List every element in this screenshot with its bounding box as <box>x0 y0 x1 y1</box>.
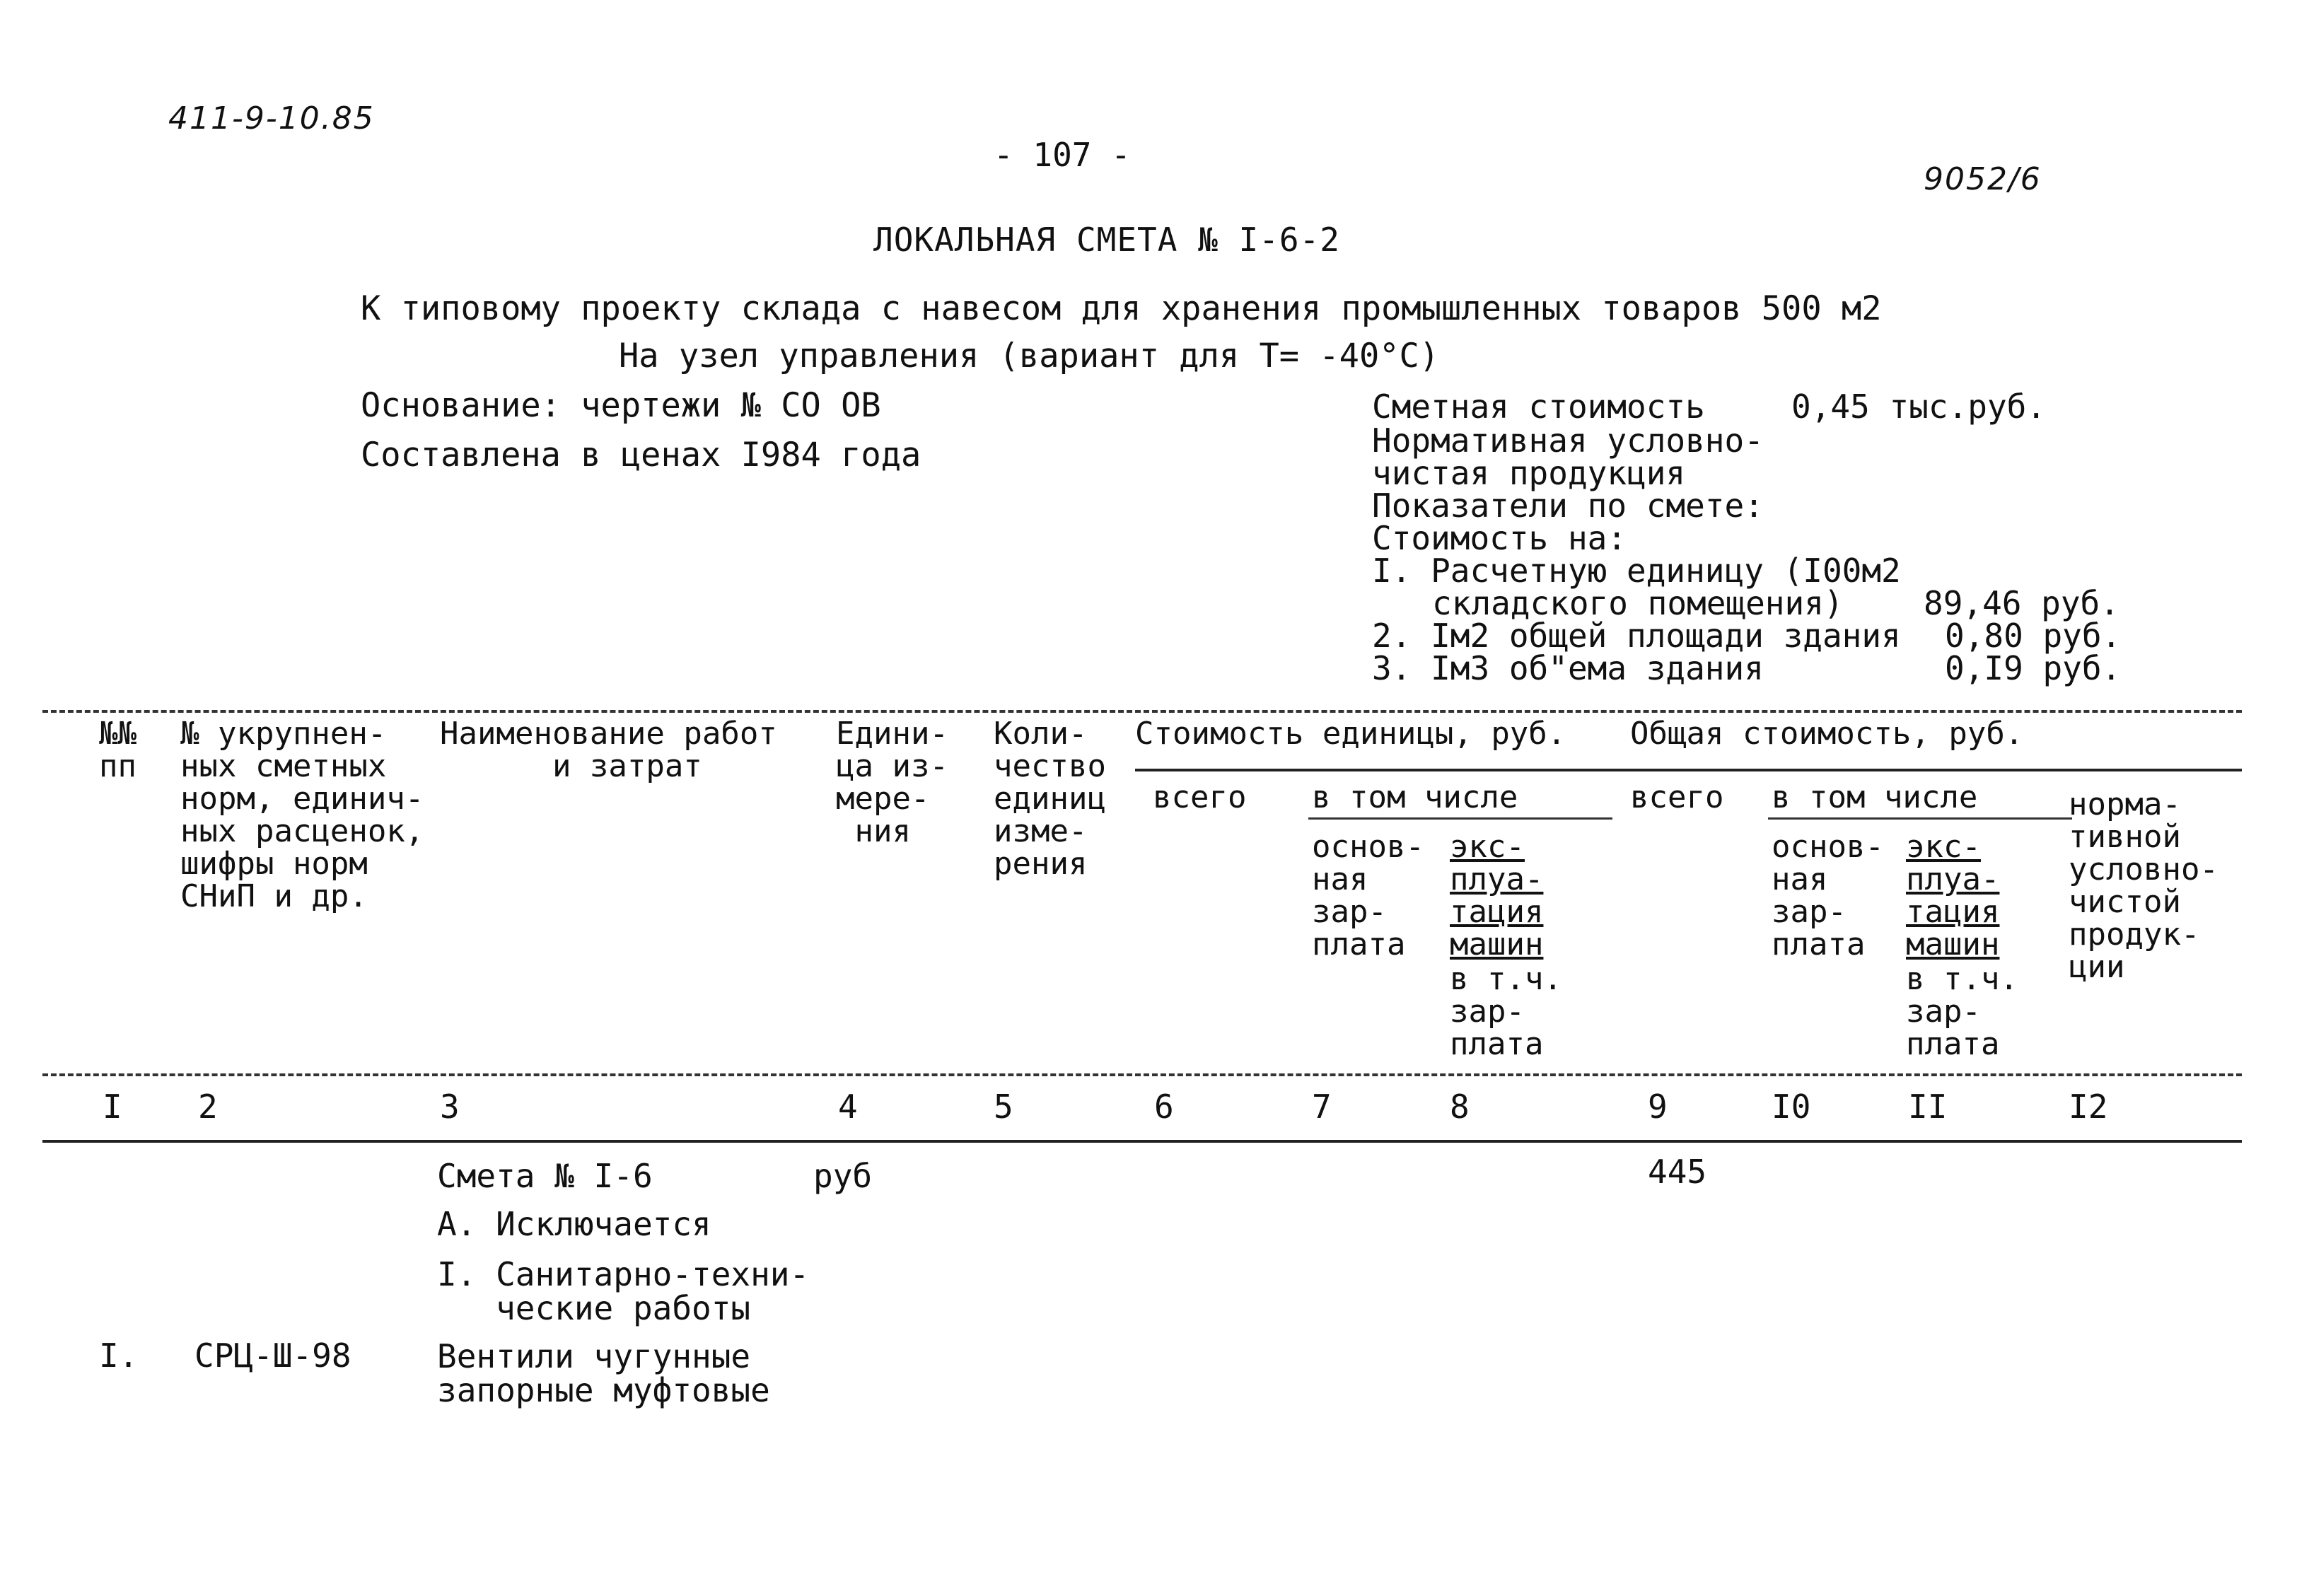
norm-product-line1: Нормативная условно- <box>1372 421 1764 460</box>
colnum-4: 4 <box>838 1088 858 1126</box>
colnum-3: 3 <box>440 1088 460 1126</box>
header-total-cost: Общая стоимость, руб. <box>1630 716 2024 752</box>
archive-number: 9052/6 <box>1924 161 2042 197</box>
header-base-pay-total: основ- ная зар- плата <box>1772 829 1884 962</box>
header-incl-pay-unit: в т.ч. зар- плата <box>1450 961 1562 1062</box>
colnum-2: 2 <box>198 1088 218 1126</box>
row-total: 445 <box>1648 1153 1707 1191</box>
header-unit-incl: в том числе <box>1312 779 1518 815</box>
colnum-1: I <box>103 1088 122 1126</box>
colnum-7: 7 <box>1312 1088 1332 1126</box>
document-code: 411-9-10.85 <box>168 100 375 136</box>
colnum-6: 6 <box>1154 1088 1174 1126</box>
header-grand-total: всего <box>1630 779 1724 815</box>
header-group-rule <box>1135 769 2242 771</box>
colnum-11: II <box>1908 1088 1948 1126</box>
prices-line: Составлена в ценах I984 года <box>361 436 921 474</box>
estimated-cost-label: Сметная стоимость <box>1372 388 1705 426</box>
header-col-12: норма- тивной условно- чистой продук- ции <box>2069 786 2219 985</box>
project-subtitle: К типовому проекту склада с навесом для хранения промышленных товаров 500 м2 <box>361 289 1882 328</box>
indicator-2: 2. Iм2 общей площади здания <box>1372 617 1901 655</box>
document-title: ЛОКАЛЬНАЯ СМЕТА № I-6-2 <box>873 221 1340 259</box>
table-top-rule <box>42 710 2242 713</box>
cost-on-label: Стоимость на: <box>1372 519 1627 557</box>
indicator-1-value: 89,46 руб. <box>1924 584 2119 622</box>
header-col-4: Едини- ца из- мере- ния <box>836 716 948 849</box>
row-name: Смета № I-6 <box>437 1157 653 1195</box>
header-col-3: Наименование работ и затрат <box>440 716 777 784</box>
row-code: СРЦ-Ш-98 <box>194 1336 351 1375</box>
colnum-10: I0 <box>1772 1088 1811 1126</box>
norm-product-line2: чистая продукция <box>1372 454 1686 492</box>
row-unit: руб <box>813 1157 873 1195</box>
header-total-incl: в том числе <box>1772 779 1978 815</box>
indicator-3-value: 0,I9 руб. <box>1945 649 2122 687</box>
header-total-incl-rule <box>1768 817 2072 820</box>
header-unit-cost: Стоимость единицы, руб. <box>1135 716 1566 752</box>
header-unit-incl-rule <box>1308 817 1612 820</box>
colnum-9: 9 <box>1648 1088 1668 1126</box>
header-col-1: №№ пп <box>99 716 136 784</box>
header-base-pay-unit: основ- ная зар- плата <box>1312 829 1424 962</box>
estimated-cost-value: 0,45 тыс.руб. <box>1791 388 2047 426</box>
row-number: I. <box>99 1336 139 1375</box>
header-machines-total: экс- плуа- тация машин <box>1906 829 2000 962</box>
colnum-8: 8 <box>1450 1088 1470 1126</box>
row-name: Вентили чугунные запорные муфтовые <box>437 1337 770 1409</box>
header-unit-total: всего <box>1153 779 1247 815</box>
basis-line: Основание: чертежи № СО ОВ <box>361 386 881 425</box>
row-name: А. Исключается <box>437 1205 711 1243</box>
indicator-3: 3. Iм3 об"ема здания <box>1372 649 1764 687</box>
indicator-1-line2: складского помещения) <box>1432 584 1844 622</box>
header-col-2: № укрупнен- ных сметных норм, единич- ных расценок, шифры норм СНиП и др. <box>180 716 424 914</box>
indicator-1-line1: I. Расчетную единицу (I00м2 <box>1372 552 1901 590</box>
node-subtitle: На узел управления (вариант для Т= -40°С) <box>619 337 1440 375</box>
page-number: - 107 - <box>994 136 1131 174</box>
header-machines-unit: экс- плуа- тация машин <box>1450 829 1544 962</box>
column-number-rule <box>42 1140 2242 1143</box>
indicator-2-value: 0,80 руб. <box>1945 617 2122 655</box>
header-col-5: Коли- чество единиц изме- рения <box>994 716 1106 882</box>
header-bottom-rule <box>42 1073 2242 1076</box>
colnum-5: 5 <box>994 1088 1013 1126</box>
header-incl-pay-total: в т.ч. зар- плата <box>1906 961 2018 1062</box>
colnum-12: I2 <box>2069 1088 2108 1126</box>
indicators-label: Показатели по смете: <box>1372 487 1764 525</box>
row-name: I. Санитарно-техни- ческие работы <box>437 1255 810 1327</box>
